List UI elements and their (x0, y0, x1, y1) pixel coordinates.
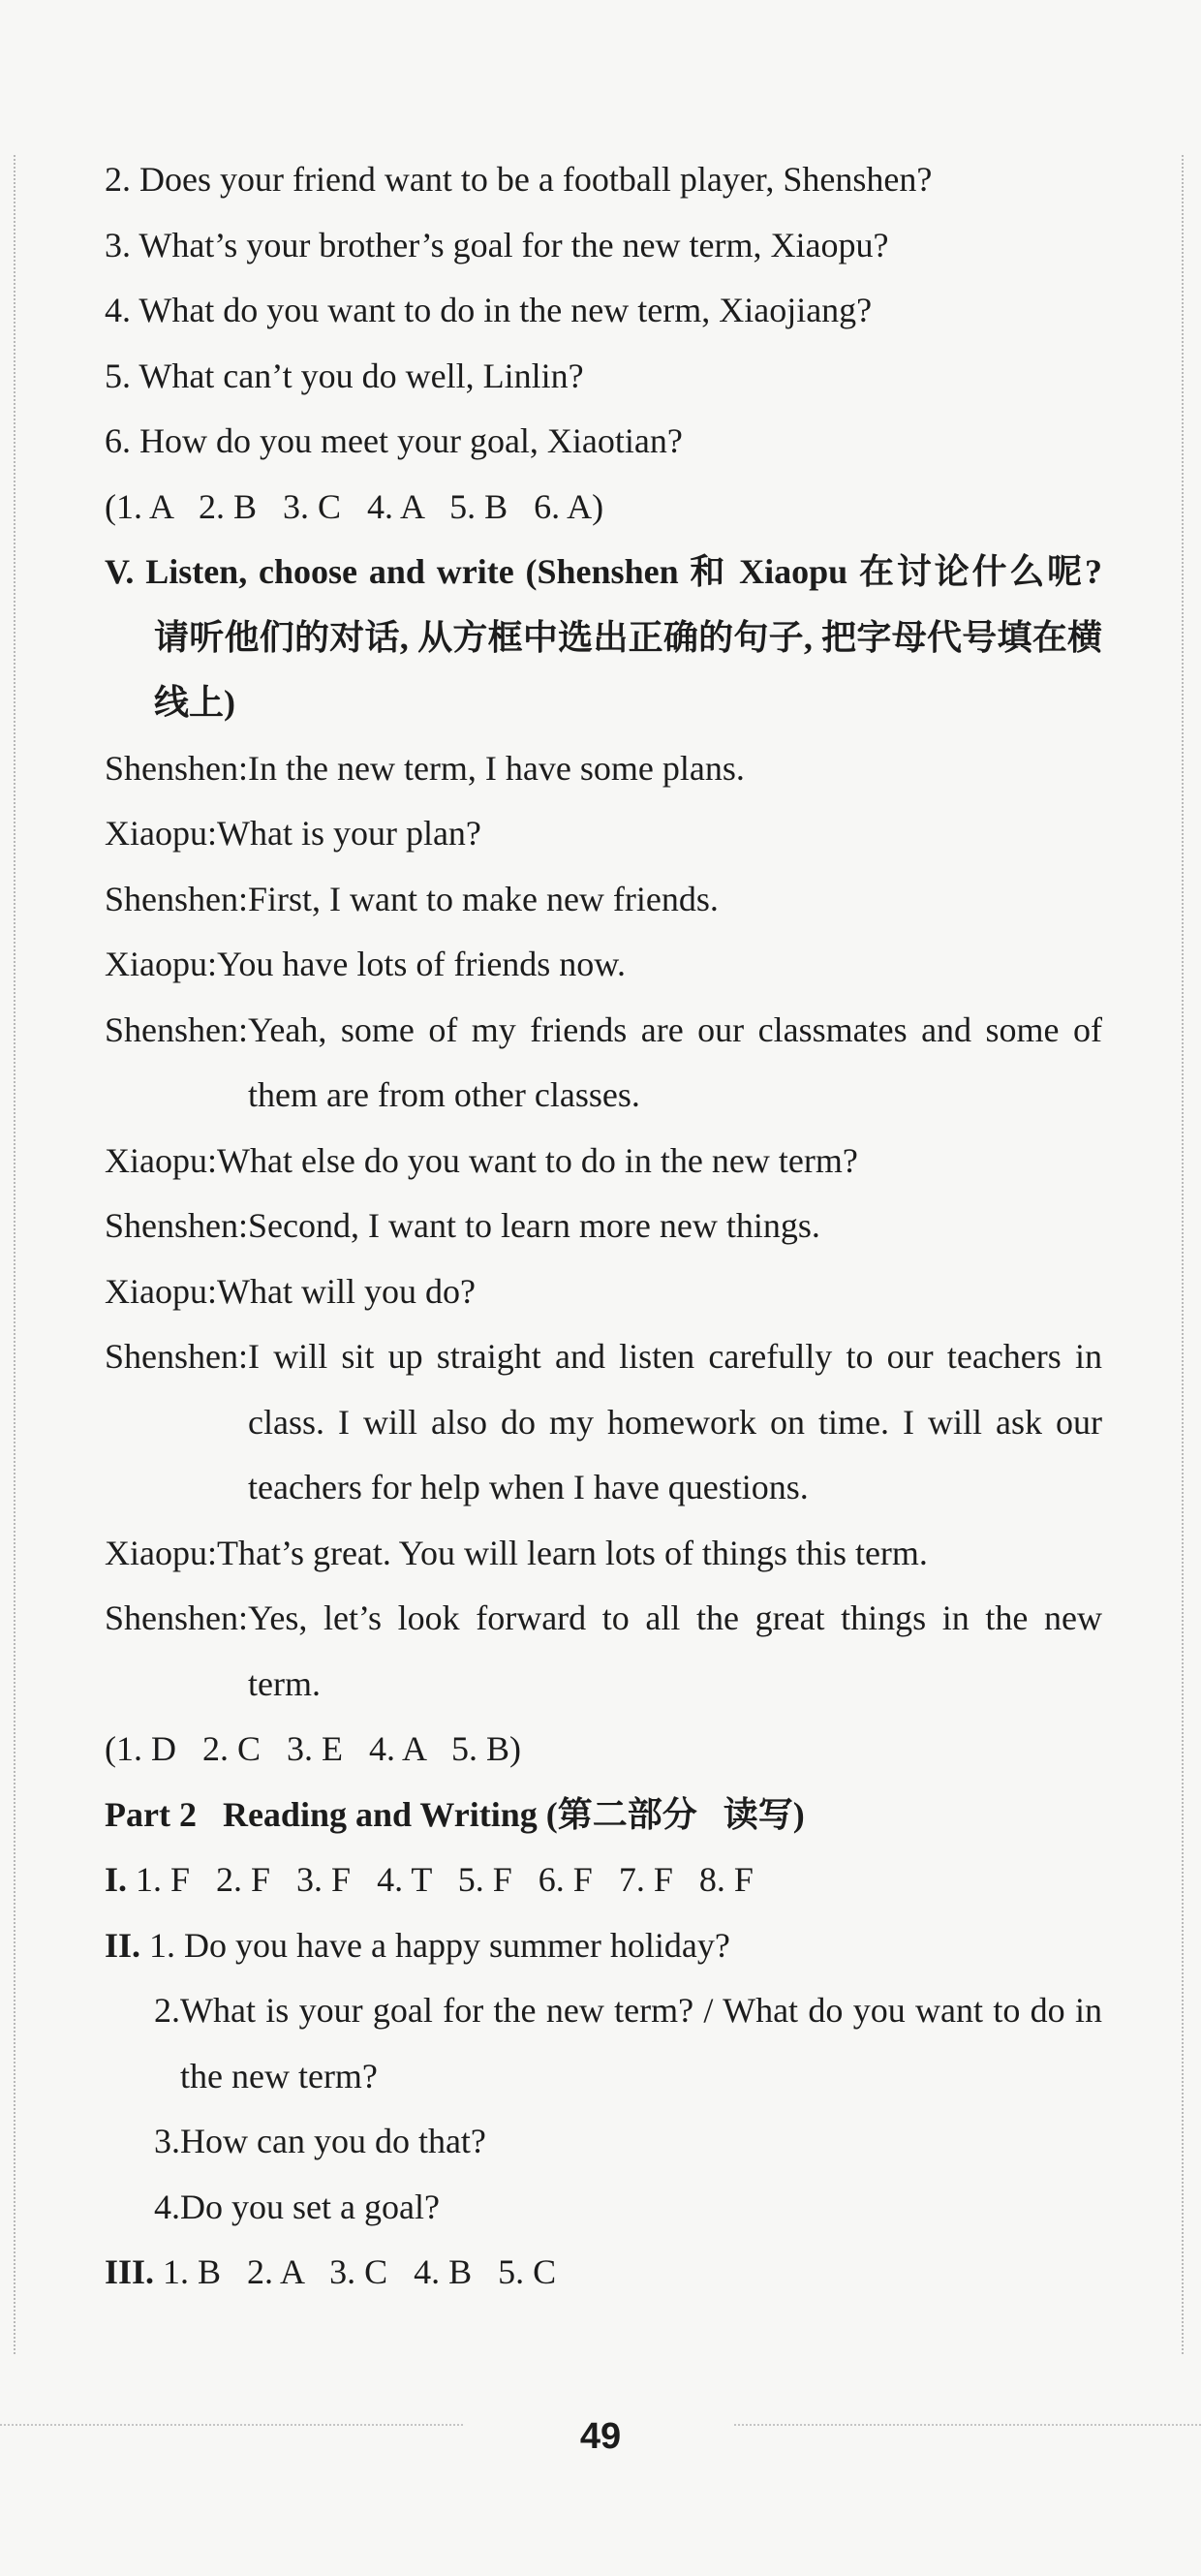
utterance: Yes, let’s look forward to all the great things in the new term. (248, 1598, 1102, 1703)
item-number: 2. (154, 1991, 180, 2030)
item-number: 3. (154, 2122, 180, 2160)
dialogue-line (105, 998, 1102, 1129)
question-line: 3. What’s your brother’s goal for the new term, Xiaopu? (105, 225, 889, 264)
speaker: Xiaopu: (105, 814, 217, 853)
dialogue (105, 736, 1102, 1718)
item-text: Do you set a goal? (180, 2187, 440, 2226)
question-line: 4. What do you want to do in the new term, Xiaojiang? (105, 291, 873, 329)
dialogue-line (105, 1259, 1102, 1325)
dialogue-line (105, 1129, 1102, 1195)
section-ii-item (105, 1978, 1102, 2109)
section-iii (105, 2240, 1102, 2306)
dialogue-line (105, 736, 1102, 802)
section-i (105, 1847, 1102, 1913)
speaker: Shenshen: (105, 1206, 248, 1245)
section-iii-label: III. (105, 2252, 155, 2291)
answers-v: (1. D 2. C 3. E 4. A 5. B) (105, 1729, 522, 1768)
right-margin-rule (1182, 155, 1184, 2354)
page-number: 49 (579, 2416, 622, 2457)
question-line: 6. How do you meet your goal, Xiaotian? (105, 421, 683, 460)
utterance: I will sit up straight and listen carefully to our teachers in class. I will also do my homework on time. I will ask our teachers for help when I have questions. (248, 1337, 1102, 1506)
utterance: In the new term, I have some plans. (248, 748, 745, 788)
section-i-label: I. (105, 1860, 128, 1899)
section-i-answers: 1. F 2. F 3. F 4. T 5. F 6. F 7. F 8. F (136, 1860, 754, 1899)
section-ii-item-1 (149, 1926, 730, 1965)
item-number: 1. (149, 1925, 185, 1965)
answers-iv: (1. A 2. B 3. C 4. A 5. B 6. A) (105, 486, 604, 526)
speaker: Xiaopu: (105, 1533, 217, 1572)
part2-heading: Part 2 Reading and Writing (第二部分 读写) (105, 1794, 805, 1834)
dialogue-line (105, 867, 1102, 933)
dialogue-line (105, 932, 1102, 998)
section-ii-item (105, 2109, 1102, 2175)
speaker: Shenshen: (105, 1337, 248, 1376)
utterance: Yeah, some of my friends are our classmates and some of them are from other classes. (248, 1009, 1102, 1114)
footer-rule-left (0, 2424, 463, 2426)
footer-rule-right (734, 2424, 1201, 2426)
utterance: What else do you want to do in the new term? (216, 1140, 858, 1180)
item-text: How can you do that? (180, 2122, 486, 2160)
utterance: That’s great. You will learn lots of things this term. (216, 1533, 928, 1572)
question-line: 5. What can’t you do well, Linlin? (105, 356, 584, 395)
utterance: Second, I want to learn more new things. (248, 1206, 820, 1245)
speaker: Shenshen: (105, 1009, 248, 1049)
utterance: You have lots of friends now. (216, 945, 626, 983)
speaker: Shenshen: (105, 748, 248, 788)
answer-content (105, 147, 1102, 2306)
section-ii-label: II. (105, 1925, 141, 1965)
dialogue-line (105, 1586, 1102, 1717)
dialogue-line (105, 1324, 1102, 1521)
section-ii (105, 1913, 1102, 1979)
speaker: Xiaopu: (105, 1271, 217, 1311)
item-text: What is your goal for the new term? / What do you want to do in the new term? (180, 1991, 1102, 2095)
utterance: First, I want to make new friends. (248, 879, 719, 918)
section-ii-item (105, 2175, 1102, 2241)
utterance: What will you do? (216, 1271, 476, 1311)
utterance: What is your plan? (216, 814, 481, 853)
section-v-heading: V. Listen, choose and write (Shenshen 和 Xiaopu 在讨论什么呢? 请听他们的对话, 从方框中选出正确的句子, 把字母代号填在横线上) (105, 552, 1102, 722)
speaker: Xiaopu: (105, 945, 217, 983)
dialogue-line (105, 801, 1102, 867)
item-text: Do you have a happy summer holiday? (184, 1925, 730, 1965)
dialogue-line (105, 1521, 1102, 1587)
left-margin-rule (14, 155, 15, 2354)
speaker: Shenshen: (105, 1598, 248, 1637)
question-line: 2. Does your friend want to be a football player, Shenshen? (105, 160, 933, 199)
dialogue-line (105, 1194, 1102, 1259)
speaker: Xiaopu: (105, 1140, 217, 1180)
section-iii-answers: 1. B 2. A 3. C 4. B 5. C (163, 2252, 557, 2291)
item-number: 4. (154, 2187, 180, 2226)
speaker: Shenshen: (105, 879, 248, 918)
